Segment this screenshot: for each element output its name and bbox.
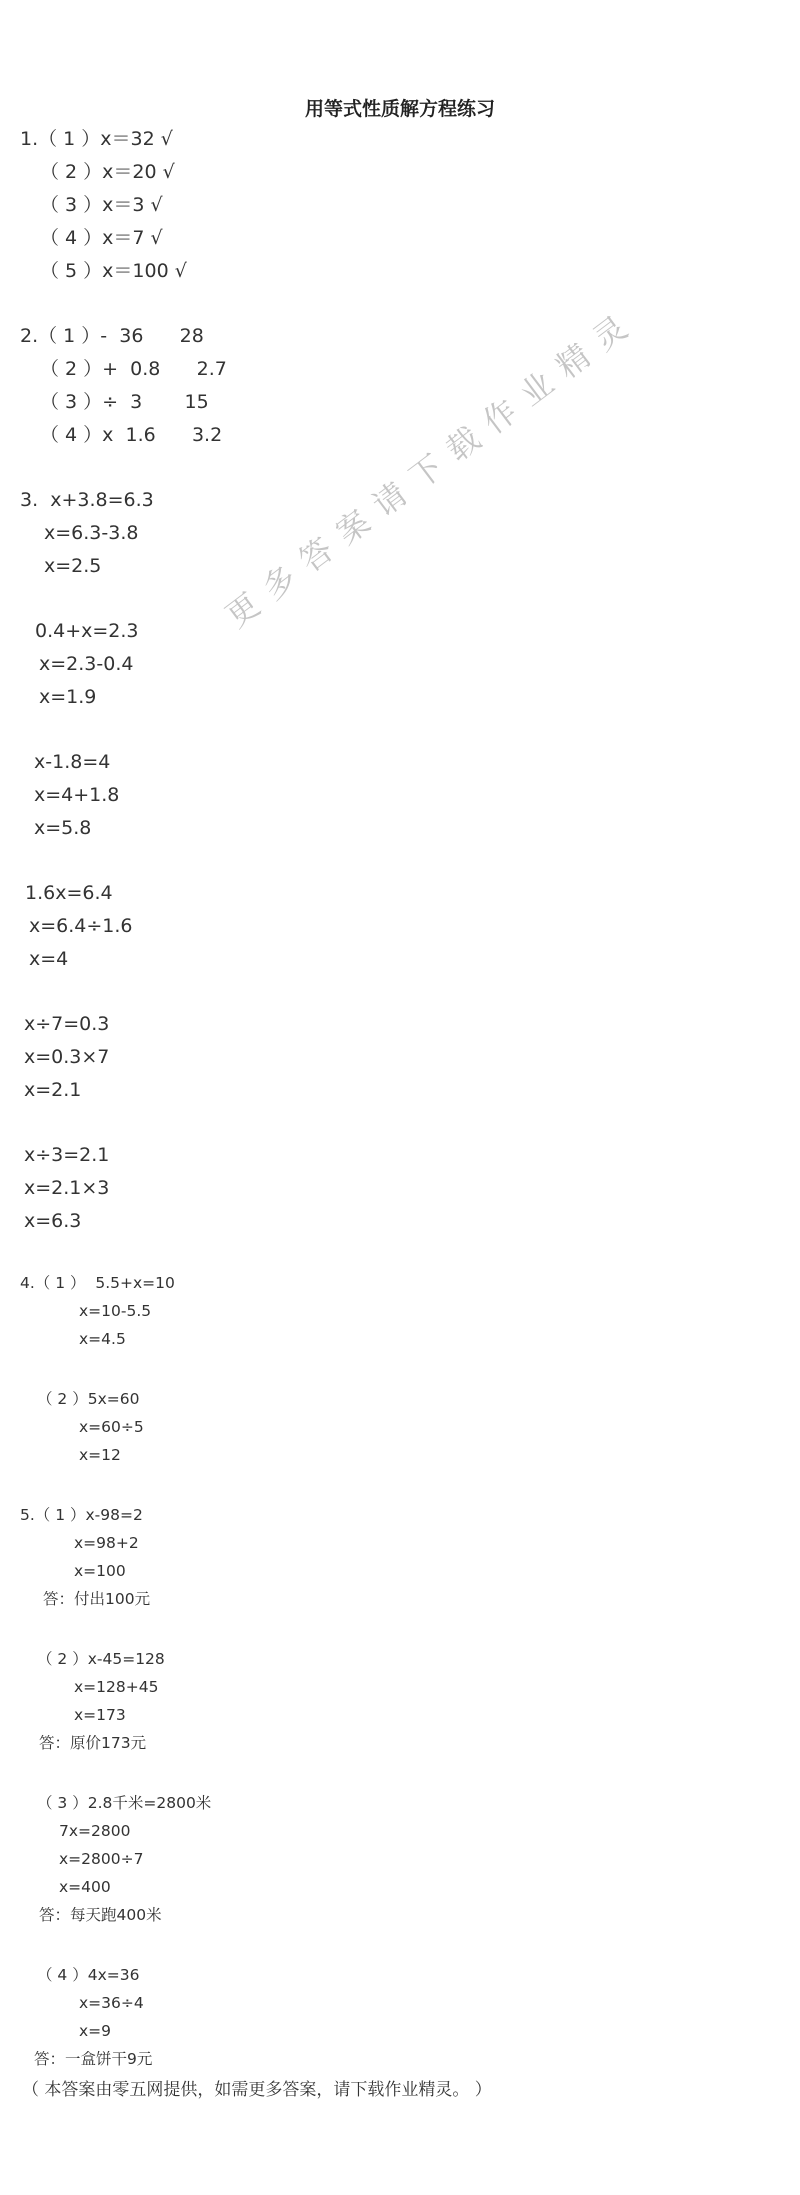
q2-line-2: （ 2 ）+ 0.8 2.7: [40, 358, 227, 380]
q3-eq2-line-2: x=2.3-0.4: [39, 653, 134, 675]
q5-p1-line-2: x=98+2: [74, 1534, 139, 1552]
q4-p1-line-1: 4.（ 1 ） 5.5+x=10: [20, 1274, 175, 1292]
q5-p3-line-3: x=2800÷7: [59, 1850, 144, 1868]
q5-p1-answer: 答：付出100元: [43, 1590, 151, 1608]
q5-p3-line-4: x=400: [59, 1878, 111, 1896]
q1-line-1: 1.（ 1 ）x＝32 √: [20, 128, 173, 150]
q3-eq3-line-2: x=4+1.8: [34, 784, 120, 806]
q5-p2-answer: 答：原价173元: [39, 1734, 147, 1752]
q3-eq2-line-3: x=1.9: [39, 686, 97, 708]
q3-eq1-line-3: x=2.5: [44, 555, 102, 577]
q3-eq4-line-2: x=6.4÷1.6: [29, 915, 133, 937]
q4-p2-line-1: （ 2 ）5x=60: [37, 1390, 140, 1408]
q3-eq6-line-1: x÷3=2.1: [24, 1144, 110, 1166]
q5-p4-line-2: x=36÷4: [79, 1994, 144, 2012]
q3-eq6-line-2: x=2.1×3: [24, 1177, 110, 1199]
footer-note: （ 本答案由零五网提供，如需更多答案，请下载作业精灵。 ）: [22, 2080, 492, 2100]
q3-eq5-line-3: x=2.1: [24, 1079, 82, 1101]
watermark: 更多答案请下载作业精灵: [218, 300, 646, 636]
q3-eq3-line-3: x=5.8: [34, 817, 92, 839]
q5-p2-line-3: x=173: [74, 1706, 126, 1724]
q4-p1-line-3: x=4.5: [79, 1330, 126, 1348]
q3-eq5-line-2: x=0.3×7: [24, 1046, 110, 1068]
q5-p2-line-2: x=128+45: [74, 1678, 159, 1696]
q1-line-3: （ 3 ）x＝3 √: [40, 194, 163, 216]
q3-eq1-line-2: x=6.3-3.8: [44, 522, 139, 544]
q5-p3-line-1: （ 3 ）2.8千米=2800米: [37, 1794, 212, 1812]
q3-eq1-line-1: 3. x+3.8=6.3: [20, 489, 154, 511]
q5-p3-line-2: 7x=2800: [59, 1822, 131, 1840]
q3-eq4-line-1: 1.6x=6.4: [25, 882, 113, 904]
q4-p2-line-3: x=12: [79, 1446, 121, 1464]
q2-line-4: （ 4 ）x 1.6 3.2: [40, 424, 223, 446]
q3-eq3-line-1: x-1.8=4: [34, 751, 111, 773]
q1-line-4: （ 4 ）x＝7 √: [40, 227, 163, 249]
q2-line-1: 2.（ 1 ）- 36 28: [20, 325, 204, 347]
page-title: 用等式性质解方程练习: [304, 98, 495, 120]
q3-eq2-line-1: 0.4+x=2.3: [35, 620, 139, 642]
q3-eq5-line-1: x÷7=0.3: [24, 1013, 110, 1035]
q3-eq4-line-3: x=4: [29, 948, 69, 970]
q2-line-3: （ 3 ）÷ 3 15: [40, 391, 209, 413]
q4-p2-line-2: x=60÷5: [79, 1418, 144, 1436]
q4-p1-line-2: x=10-5.5: [79, 1302, 152, 1320]
q5-p1-line-1: 5.（ 1 ）x-98=2: [20, 1506, 143, 1524]
q5-p3-answer: 答：每天跑400米: [39, 1906, 162, 1924]
q5-p2-line-1: （ 2 ）x-45=128: [37, 1650, 165, 1668]
q1-line-5: （ 5 ）x＝100 √: [40, 260, 187, 282]
q1-line-2: （ 2 ）x＝20 √: [40, 161, 175, 183]
q5-p4-line-3: x=9: [79, 2022, 112, 2040]
q3-eq6-line-3: x=6.3: [24, 1210, 82, 1232]
q5-p4-answer: 答：一盒饼干9元: [34, 2050, 153, 2068]
q5-p1-line-3: x=100: [74, 1562, 126, 1580]
q5-p4-line-1: （ 4 ）4x=36: [37, 1966, 140, 1984]
